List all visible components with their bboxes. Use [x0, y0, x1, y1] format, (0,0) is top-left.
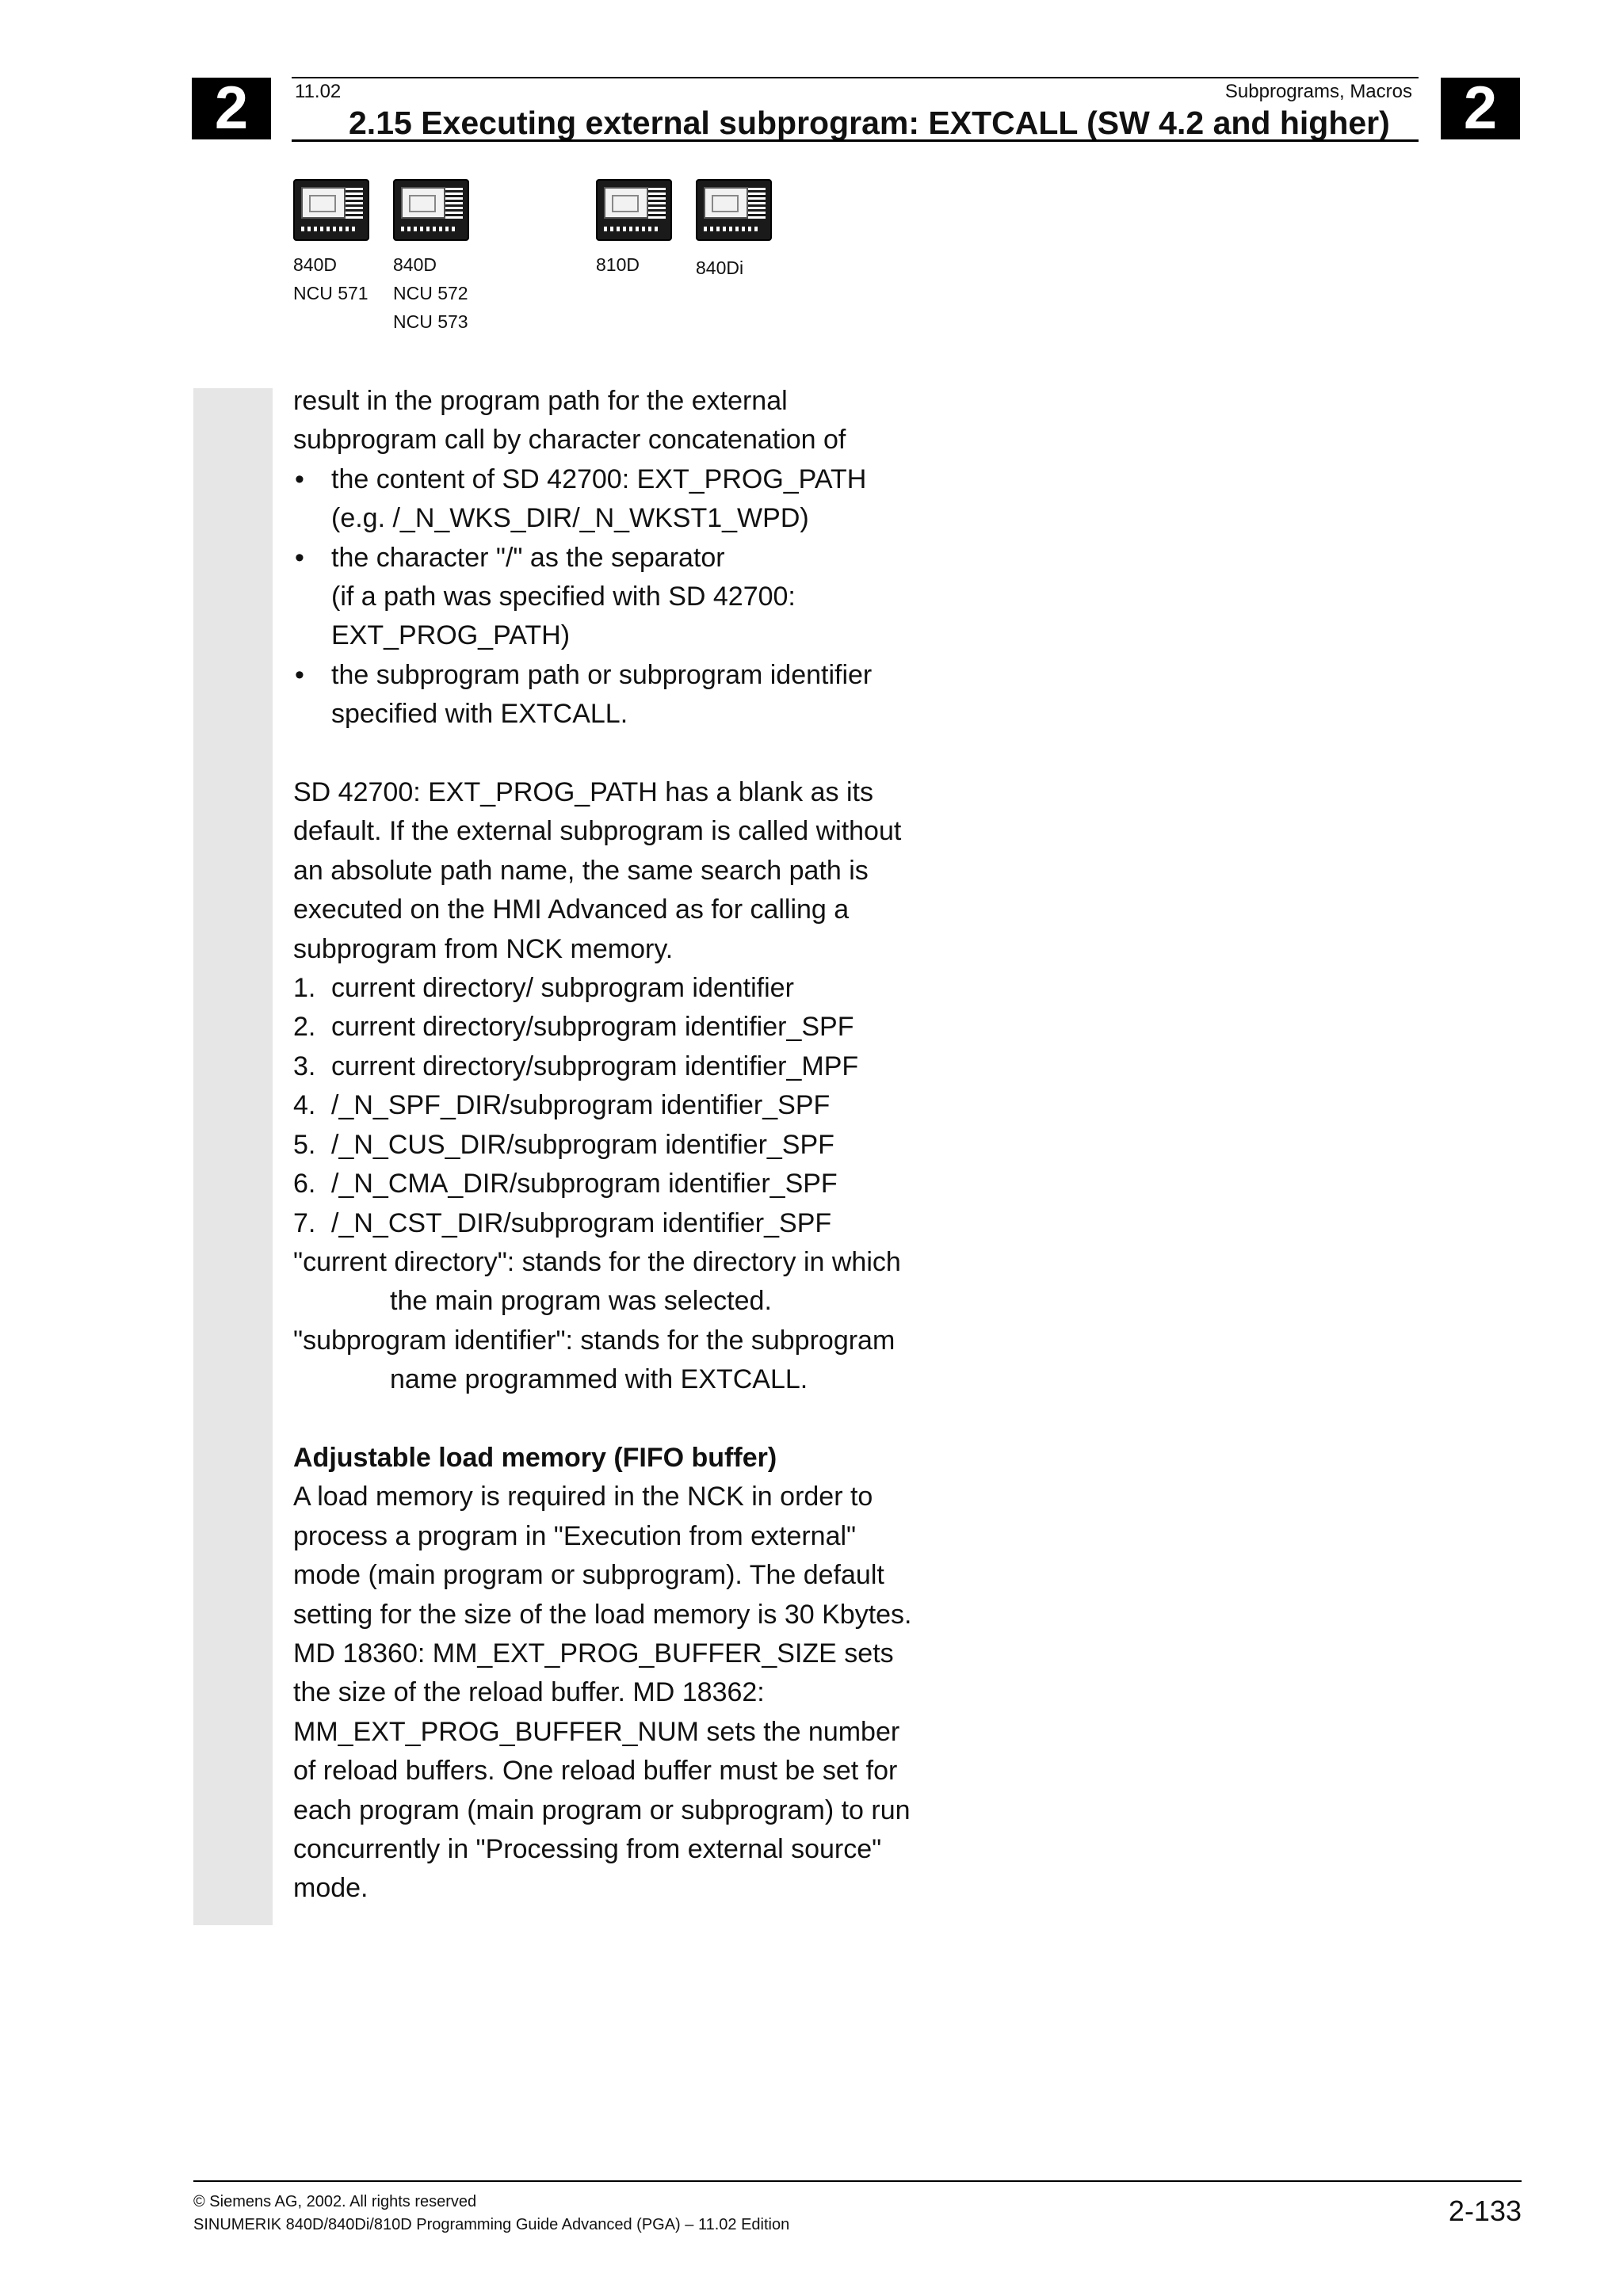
keypad-shape — [648, 187, 666, 219]
bullet-item — [293, 539, 943, 656]
control-item — [393, 179, 472, 336]
paragraph-line: each program (main program or subprogram) to run — [293, 1794, 911, 1825]
control-label-line: NCU 572 — [393, 283, 468, 303]
paragraph-line: A load memory is required in the NCK in order to — [293, 1482, 873, 1512]
header-section: Subprograms, Macros — [1224, 81, 1412, 102]
search-step — [293, 969, 943, 1008]
softkey-shape — [604, 227, 661, 231]
header-date: 11.02 — [295, 81, 342, 102]
bullet-icon: • — [295, 659, 304, 690]
bullet-line: the character "/" as the separator — [331, 542, 725, 573]
paragraph-line: SD 42700: EXT_PROG_PATH has a blank as its — [293, 777, 873, 808]
bullet-item — [293, 460, 943, 539]
paragraph-line: setting for the size of the load memory is 30 Kbytes. — [293, 1599, 912, 1630]
footer-copyright: © Siemens AG, 2002. All rights reserved — [193, 2193, 477, 2210]
step-number: 4. — [293, 1090, 316, 1121]
keypad-shape — [445, 187, 463, 219]
section-heading: Adjustable load memory (FIFO buffer) — [293, 1442, 777, 1473]
bullet-line: (e.g. /_N_WKS_DIR/_N_WKST1_WPD) — [331, 503, 809, 534]
paragraph-gap — [293, 1400, 943, 1439]
softkey-shape — [401, 227, 458, 231]
step-text: current directory/subprogram identifier_SPF — [331, 1012, 854, 1043]
screen-shape — [604, 187, 648, 219]
footer-document-title: SINUMERIK 840D/840Di/810D Programming Guide Advanced (PGA) – 11.02 Edition — [193, 2216, 790, 2233]
bullet-line: the content of SD 42700: EXT_PROG_PATH — [331, 463, 867, 494]
keypad-shape — [748, 187, 766, 219]
screen-shape — [301, 187, 346, 219]
paragraph-line: mode (main program or subprogram). The default — [293, 1560, 884, 1591]
step-text: /_N_SPF_DIR/subprogram identifier_SPF — [331, 1090, 831, 1121]
paragraph-line: concurrently in "Processing from external source" — [293, 1834, 882, 1864]
definition-term: "subprogram identifier": stands for the subprogram — [293, 1325, 896, 1356]
cnc-control-panel-icon — [596, 179, 672, 241]
control-label — [393, 250, 472, 336]
cnc-control-panel-icon — [393, 179, 469, 241]
step-number: 7. — [293, 1207, 316, 1238]
control-label-line: NCU 573 — [393, 311, 468, 332]
chapter-marker-right: 2 — [1441, 78, 1520, 139]
step-number: 1. — [293, 973, 316, 1004]
definition-term: "current directory": stands for the directory in which — [293, 1246, 901, 1277]
softkey-shape — [301, 227, 358, 231]
bullet-icon: • — [295, 542, 304, 573]
definition-continuation: the main program was selected. — [390, 1286, 772, 1317]
control-label — [293, 250, 372, 307]
bullet-line: specified with EXTCALL. — [331, 699, 628, 730]
page-number: 2-133 — [1448, 2195, 1522, 2227]
bullet-line: EXT_PROG_PATH) — [331, 620, 571, 651]
body-text — [293, 382, 943, 1909]
screen-shape — [401, 187, 445, 219]
intro-line: result in the program path for the external — [293, 386, 788, 416]
control-label-line: 840D — [393, 254, 437, 275]
search-step — [293, 1165, 943, 1203]
step-number: 5. — [293, 1129, 316, 1160]
header-rule-bottom — [292, 139, 1419, 142]
step-number: 2. — [293, 1012, 316, 1043]
search-step — [293, 1008, 943, 1047]
paragraph-line: mode. — [293, 1873, 369, 1904]
bullet-line: (if a path was specified with SD 42700: — [331, 582, 796, 612]
bullet-line: the subprogram path or subprogram identifier — [331, 659, 873, 690]
paragraph-line: MM_EXT_PROG_BUFFER_NUM sets the number — [293, 1716, 900, 1747]
bullet-item — [293, 656, 943, 734]
control-label-line: NCU 571 — [293, 283, 369, 303]
definition-continuation: name programmed with EXTCALL. — [390, 1364, 808, 1395]
margin-bar — [193, 388, 273, 1925]
keypad-shape — [346, 187, 363, 219]
paragraph-line: the size of the reload buffer. MD 18362: — [293, 1677, 765, 1708]
softkey-shape — [704, 227, 761, 231]
control-label — [696, 254, 775, 282]
control-label-line: 840Di — [696, 257, 744, 278]
search-step — [293, 1126, 943, 1165]
step-text: /_N_CUS_DIR/subprogram identifier_SPF — [331, 1129, 834, 1160]
paragraph-line: an absolute path name, the same search path is — [293, 855, 869, 886]
paragraph-line: MD 18360: MM_EXT_PROG_BUFFER_SIZE sets — [293, 1638, 894, 1669]
search-step — [293, 1047, 943, 1086]
page-title: 2.15 Executing external subprogram: EXTCALL (SW 4.2 and higher) — [349, 105, 1390, 141]
control-label-line: 810D — [596, 254, 640, 275]
search-step — [293, 1204, 943, 1243]
chapter-marker-left: 2 — [192, 78, 271, 139]
control-label-line: 840D — [293, 254, 337, 275]
paragraph-gap — [293, 734, 943, 773]
step-number: 3. — [293, 1051, 316, 1081]
cnc-control-panel-icon — [696, 179, 772, 241]
paragraph-line: process a program in "Execution from external" — [293, 1520, 857, 1551]
step-number: 6. — [293, 1169, 316, 1199]
footer-rule — [193, 2180, 1522, 2182]
search-step — [293, 1086, 943, 1125]
step-text: /_N_CMA_DIR/subprogram identifier_SPF — [331, 1169, 838, 1199]
paragraph-line: of reload buffers. One reload buffer must be set for — [293, 1756, 898, 1787]
control-item — [596, 179, 675, 279]
control-item — [696, 179, 775, 282]
paragraph-line: subprogram from NCK memory. — [293, 933, 674, 964]
control-label — [596, 250, 675, 279]
header-rule-top — [292, 77, 1419, 78]
step-text: current directory/ subprogram identifier — [331, 973, 794, 1004]
screen-shape — [704, 187, 748, 219]
step-text: /_N_CST_DIR/subprogram identifier_SPF — [331, 1207, 832, 1238]
paragraph-line: default. If the external subprogram is called without — [293, 816, 902, 847]
bullet-icon: • — [295, 463, 304, 494]
control-item — [293, 179, 372, 307]
paragraph-line: executed on the HMI Advanced as for calling a — [293, 894, 850, 925]
intro-line: subprogram call by character concatenation of — [293, 425, 846, 456]
step-text: current directory/subprogram identifier_MPF — [331, 1051, 859, 1081]
cnc-control-panel-icon — [293, 179, 369, 241]
